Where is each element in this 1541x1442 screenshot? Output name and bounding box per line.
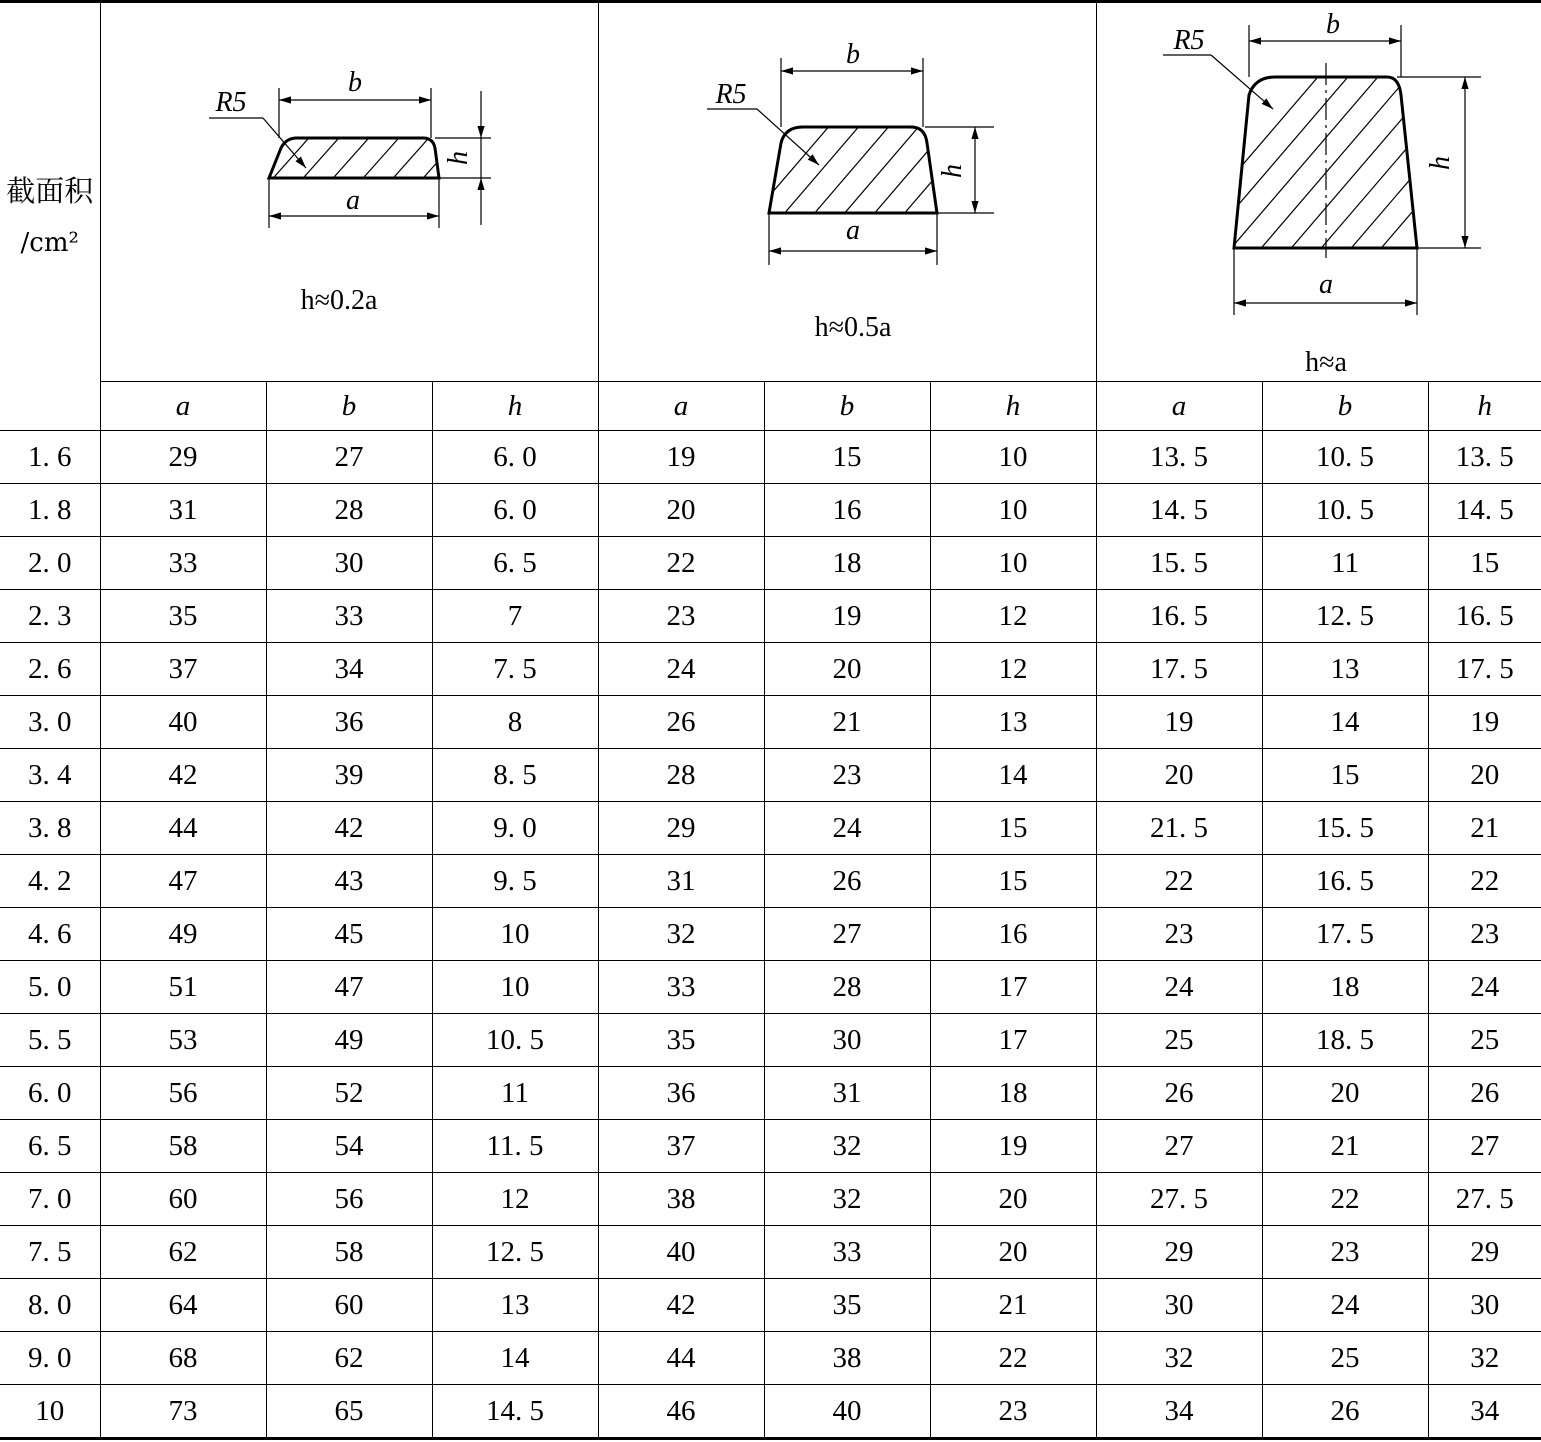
dimension-value-cell: 38 — [598, 1173, 764, 1226]
h-label: h — [1424, 156, 1456, 170]
h-label: h — [442, 151, 474, 165]
dimension-value-cell: 10 — [930, 537, 1096, 590]
dimension-value-cell: 26 — [1262, 1385, 1428, 1439]
area-value-cell: 6. 0 — [0, 1067, 100, 1120]
dimension-value-cell: 36 — [598, 1067, 764, 1120]
table-row — [0, 1385, 1541, 1439]
dimension-value-cell: 20 — [930, 1226, 1096, 1279]
dimension-value-cell: 16. 5 — [1428, 590, 1541, 643]
column-header-row — [0, 382, 1541, 431]
dimension-value-cell: 10. 5 — [1262, 484, 1428, 537]
dimension-value-cell: 24 — [598, 643, 764, 696]
dimension-value-cell: 36 — [266, 696, 432, 749]
dimension-value-cell: 58 — [100, 1120, 266, 1173]
dimension-value-cell: 10 — [930, 431, 1096, 484]
dimension-value-cell: 6. 0 — [432, 431, 598, 484]
dimension-value-cell: 29 — [1428, 1226, 1541, 1279]
dimension-value-cell: 37 — [598, 1120, 764, 1173]
table-row — [0, 1173, 1541, 1226]
dimension-value-cell: 16 — [764, 484, 930, 537]
dimension-value-cell: 26 — [764, 855, 930, 908]
dimension-value-cell: 26 — [598, 696, 764, 749]
table-row — [0, 1332, 1541, 1385]
dimension-value-cell: 19 — [598, 431, 764, 484]
dimension-value-cell: 21. 5 — [1096, 802, 1262, 855]
dimension-value-cell: 62 — [100, 1226, 266, 1279]
dimension-value-cell: 54 — [266, 1120, 432, 1173]
col-h-2: h — [930, 382, 1096, 431]
dimension-value-cell: 51 — [100, 961, 266, 1014]
dimension-value-cell: 47 — [100, 855, 266, 908]
dimension-value-cell: 13. 5 — [1096, 431, 1262, 484]
area-value-cell: 5. 5 — [0, 1014, 100, 1067]
dimension-value-cell: 27 — [266, 431, 432, 484]
dimension-value-cell: 17. 5 — [1428, 643, 1541, 696]
dimension-value-cell: 18 — [764, 537, 930, 590]
dimension-value-cell: 32 — [764, 1120, 930, 1173]
table-row — [0, 696, 1541, 749]
dimension-value-cell: 11 — [1262, 537, 1428, 590]
dimension-value-cell: 25 — [1428, 1014, 1541, 1067]
dimension-value-cell: 32 — [1428, 1332, 1541, 1385]
table-row — [0, 1067, 1541, 1120]
dimension-value-cell: 27. 5 — [1096, 1173, 1262, 1226]
dimension-value-cell: 39 — [266, 749, 432, 802]
dimension-value-cell: 18. 5 — [1262, 1014, 1428, 1067]
dimension-value-cell: 33 — [100, 537, 266, 590]
dimension-value-cell: 37 — [100, 643, 266, 696]
dimension-value-cell: 9. 5 — [432, 855, 598, 908]
profile-diagram-medium — [598, 2, 1096, 382]
col-a-3: a — [1096, 382, 1262, 431]
dimension-value-cell: 12 — [930, 590, 1096, 643]
area-value-cell: 3. 8 — [0, 802, 100, 855]
dimension-value-cell: 30 — [266, 537, 432, 590]
dimension-value-cell: 31 — [598, 855, 764, 908]
dimension-value-cell: 65 — [266, 1385, 432, 1439]
dimension-value-cell: 25 — [1096, 1014, 1262, 1067]
dimension-value-cell: 15 — [764, 431, 930, 484]
table-row — [0, 1014, 1541, 1067]
dimension-value-cell: 58 — [266, 1226, 432, 1279]
area-value-cell: 4. 6 — [0, 908, 100, 961]
dimension-value-cell: 46 — [598, 1385, 764, 1439]
profile-diagram-tall — [1096, 2, 1541, 382]
dimension-value-cell: 40 — [598, 1226, 764, 1279]
dimension-value-cell: 38 — [764, 1332, 930, 1385]
dimension-value-cell: 19 — [1428, 696, 1541, 749]
dimension-value-cell: 56 — [100, 1067, 266, 1120]
dimension-value-cell: 64 — [100, 1279, 266, 1332]
dimension-value-cell: 12 — [930, 643, 1096, 696]
radius-label: R5 — [1172, 25, 1205, 56]
dimension-value-cell: 11 — [432, 1067, 598, 1120]
b-label: b — [845, 39, 860, 70]
dimension-value-cell: 14 — [1262, 696, 1428, 749]
a-label: a — [845, 215, 860, 246]
area-label: 截面积 — [6, 174, 94, 209]
dimension-value-cell: 10 — [432, 961, 598, 1014]
dimension-value-cell: 52 — [266, 1067, 432, 1120]
area-value-cell: 3. 4 — [0, 749, 100, 802]
a-label: a — [345, 185, 360, 216]
ratio-formula: h≈a — [1304, 347, 1347, 378]
flat-trapezoid-drawing — [101, 3, 598, 381]
dimension-value-cell: 28 — [598, 749, 764, 802]
dimension-value-cell: 28 — [764, 961, 930, 1014]
table-row — [0, 537, 1541, 590]
dimension-value-cell: 23 — [1262, 1226, 1428, 1279]
dimension-value-cell: 44 — [598, 1332, 764, 1385]
dimension-value-cell: 17. 5 — [1262, 908, 1428, 961]
dimension-value-cell: 35 — [598, 1014, 764, 1067]
ratio-formula: h≈0.2a — [300, 285, 377, 316]
dimension-value-cell: 21 — [1262, 1120, 1428, 1173]
dimension-value-cell: 31 — [100, 484, 266, 537]
dimension-value-cell: 29 — [598, 802, 764, 855]
dimension-value-cell: 22 — [598, 537, 764, 590]
dimension-value-cell: 26 — [1096, 1067, 1262, 1120]
dimension-value-cell: 15 — [1262, 749, 1428, 802]
area-value-cell: 7. 0 — [0, 1173, 100, 1226]
dimension-value-cell: 49 — [266, 1014, 432, 1067]
dimension-value-cell: 6. 5 — [432, 537, 598, 590]
dimension-value-cell: 16. 5 — [1096, 590, 1262, 643]
dimension-value-cell: 24 — [1262, 1279, 1428, 1332]
dimension-value-cell: 40 — [100, 696, 266, 749]
dimension-value-cell: 20 — [598, 484, 764, 537]
dimension-value-cell: 10. 5 — [1262, 431, 1428, 484]
section-outline — [269, 138, 439, 178]
dimension-value-cell: 16 — [930, 908, 1096, 961]
dimension-value-cell: 33 — [266, 590, 432, 643]
dimension-value-cell: 20 — [1096, 749, 1262, 802]
dimension-value-cell: 49 — [100, 908, 266, 961]
dimension-value-cell: 17 — [930, 1014, 1096, 1067]
table-row — [0, 590, 1541, 643]
dimension-value-cell: 21 — [764, 696, 930, 749]
cross-section-area-header — [0, 2, 100, 431]
table-row — [0, 1120, 1541, 1173]
area-value-cell: 8. 0 — [0, 1279, 100, 1332]
dimension-value-cell: 33 — [764, 1226, 930, 1279]
dimension-value-cell: 18 — [930, 1067, 1096, 1120]
area-value-cell: 2. 6 — [0, 643, 100, 696]
dimension-value-cell: 8. 5 — [432, 749, 598, 802]
hatch-pattern — [1167, 43, 1541, 253]
dimension-value-cell: 34 — [1096, 1385, 1262, 1439]
dimension-value-cell: 19 — [764, 590, 930, 643]
dimension-value-cell: 34 — [1428, 1385, 1541, 1439]
dimension-value-cell: 29 — [1096, 1226, 1262, 1279]
dimension-value-cell: 6. 0 — [432, 484, 598, 537]
col-a-1: a — [100, 382, 266, 431]
dimension-value-cell: 60 — [266, 1279, 432, 1332]
area-value-cell: 7. 5 — [0, 1226, 100, 1279]
dimension-value-cell: 22 — [1428, 855, 1541, 908]
dimension-value-cell: 18 — [1262, 961, 1428, 1014]
dimension-value-cell: 7 — [432, 590, 598, 643]
table-row — [0, 749, 1541, 802]
area-value-cell: 1. 6 — [0, 431, 100, 484]
dimension-value-cell: 8 — [432, 696, 598, 749]
tall-trapezoid-drawing — [1097, 3, 1541, 381]
dimension-value-cell: 42 — [598, 1279, 764, 1332]
dimension-value-cell: 44 — [100, 802, 266, 855]
area-value-cell: 10 — [0, 1385, 100, 1439]
dimension-value-cell: 19 — [1096, 696, 1262, 749]
dimension-value-cell: 10 — [930, 484, 1096, 537]
dimension-value-cell: 13. 5 — [1428, 431, 1541, 484]
dimension-value-cell: 30 — [1096, 1279, 1262, 1332]
dimension-value-cell: 25 — [1262, 1332, 1428, 1385]
dimension-value-cell: 28 — [266, 484, 432, 537]
dimension-value-cell: 43 — [266, 855, 432, 908]
dimension-value-cell: 23 — [1096, 908, 1262, 961]
dimension-value-cell: 62 — [266, 1332, 432, 1385]
dimension-value-cell: 68 — [100, 1332, 266, 1385]
a-label: a — [1318, 269, 1333, 300]
dimension-value-cell: 11. 5 — [432, 1120, 598, 1173]
radius-label: R5 — [214, 87, 247, 118]
dimension-value-cell: 29 — [100, 431, 266, 484]
area-value-cell: 6. 5 — [0, 1120, 100, 1173]
area-value-cell: 4. 2 — [0, 855, 100, 908]
area-value-cell: 3. 0 — [0, 696, 100, 749]
dimension-value-cell: 17. 5 — [1096, 643, 1262, 696]
dimension-value-cell: 30 — [1428, 1279, 1541, 1332]
dimension-value-cell: 56 — [266, 1173, 432, 1226]
col-a-2: a — [598, 382, 764, 431]
dimension-value-cell: 13 — [432, 1279, 598, 1332]
dimension-value-cell: 20 — [1262, 1067, 1428, 1120]
dimension-value-cell: 14 — [432, 1332, 598, 1385]
dimension-value-cell: 73 — [100, 1385, 266, 1439]
area-value-cell: 5. 0 — [0, 961, 100, 1014]
radius-label: R5 — [714, 79, 747, 110]
area-value-cell: 9. 0 — [0, 1332, 100, 1385]
dimension-value-cell: 47 — [266, 961, 432, 1014]
dimension-value-cell: 17 — [930, 961, 1096, 1014]
dimension-value-cell: 14 — [930, 749, 1096, 802]
radius-leader — [263, 118, 306, 168]
dimension-value-cell: 33 — [598, 961, 764, 1014]
table-row — [0, 1279, 1541, 1332]
dimension-value-cell: 14. 5 — [432, 1385, 598, 1439]
dimension-value-cell: 24 — [1428, 961, 1541, 1014]
dimension-value-cell: 19 — [930, 1120, 1096, 1173]
dimension-value-cell: 10 — [432, 908, 598, 961]
dimension-value-cell: 9. 0 — [432, 802, 598, 855]
dimension-value-cell: 42 — [100, 749, 266, 802]
col-h-1: h — [432, 382, 598, 431]
dimension-value-cell: 15. 5 — [1096, 537, 1262, 590]
dimension-value-cell: 15. 5 — [1262, 802, 1428, 855]
dimension-value-cell: 32 — [598, 908, 764, 961]
dimension-value-cell: 27 — [764, 908, 930, 961]
dimension-value-cell: 40 — [764, 1385, 930, 1439]
dimension-value-cell: 12. 5 — [432, 1226, 598, 1279]
table-row — [0, 484, 1541, 537]
col-h-3: h — [1428, 382, 1541, 431]
dimension-value-cell: 42 — [266, 802, 432, 855]
dimension-value-cell: 12 — [432, 1173, 598, 1226]
col-b-2: b — [764, 382, 930, 431]
dimension-value-cell: 15 — [930, 802, 1096, 855]
dimension-value-cell: 45 — [266, 908, 432, 961]
table-row — [0, 908, 1541, 961]
dimension-value-cell: 23 — [1428, 908, 1541, 961]
table-row — [0, 802, 1541, 855]
dimension-value-cell: 21 — [1428, 802, 1541, 855]
dimension-value-cell: 7. 5 — [432, 643, 598, 696]
dimension-value-cell: 22 — [1096, 855, 1262, 908]
diagram-header-row — [0, 2, 1541, 382]
dimension-value-cell: 31 — [764, 1067, 930, 1120]
area-value-cell: 2. 3 — [0, 590, 100, 643]
dimension-value-cell: 32 — [1096, 1332, 1262, 1385]
col-b-3: b — [1262, 382, 1428, 431]
dimension-value-cell: 53 — [100, 1014, 266, 1067]
area-value-cell: 1. 8 — [0, 484, 100, 537]
dimension-value-cell: 20 — [930, 1173, 1096, 1226]
table-row — [0, 855, 1541, 908]
radius-leader — [757, 109, 819, 165]
dimension-value-cell: 20 — [764, 643, 930, 696]
dimension-value-cell: 22 — [930, 1332, 1096, 1385]
dimension-value-cell: 20 — [1428, 749, 1541, 802]
dimension-value-cell: 26 — [1428, 1067, 1541, 1120]
dimension-value-cell: 35 — [100, 590, 266, 643]
dimension-value-cell: 13 — [930, 696, 1096, 749]
table-row — [0, 1226, 1541, 1279]
dimension-value-cell: 24 — [1096, 961, 1262, 1014]
dimension-value-cell: 23 — [930, 1385, 1096, 1439]
dimension-value-cell: 15 — [1428, 537, 1541, 590]
radius-leader — [1211, 55, 1273, 109]
dimension-value-cell: 27 — [1096, 1120, 1262, 1173]
area-unit: /cm² — [20, 228, 79, 259]
dimension-value-cell: 10. 5 — [432, 1014, 598, 1067]
h-label: h — [936, 164, 968, 178]
area-value-cell: 2. 0 — [0, 537, 100, 590]
dimension-value-cell: 32 — [764, 1173, 930, 1226]
dimension-value-cell: 30 — [764, 1014, 930, 1067]
ratio-formula: h≈0.5a — [814, 312, 891, 343]
dimension-value-cell: 14. 5 — [1096, 484, 1262, 537]
dimension-value-cell: 27. 5 — [1428, 1173, 1541, 1226]
table-row — [0, 961, 1541, 1014]
dimension-value-cell: 23 — [764, 749, 930, 802]
dimension-value-cell: 15 — [930, 855, 1096, 908]
dimension-value-cell: 34 — [266, 643, 432, 696]
profile-diagram-flat — [100, 2, 598, 382]
medium-trapezoid-drawing — [599, 3, 1096, 381]
dimension-value-cell: 22 — [1262, 1173, 1428, 1226]
b-label: b — [347, 67, 362, 98]
dimension-value-cell: 21 — [930, 1279, 1096, 1332]
dimension-value-cell: 60 — [100, 1173, 266, 1226]
dimension-value-cell: 27 — [1428, 1120, 1541, 1173]
table-row — [0, 643, 1541, 696]
dimension-value-cell: 14. 5 — [1428, 484, 1541, 537]
dimension-value-cell: 13 — [1262, 643, 1428, 696]
dimension-value-cell: 16. 5 — [1262, 855, 1428, 908]
dimension-value-cell: 23 — [598, 590, 764, 643]
table-row — [0, 431, 1541, 484]
dimension-value-cell: 12. 5 — [1262, 590, 1428, 643]
dimension-value-cell: 24 — [764, 802, 930, 855]
dimension-value-cell: 35 — [764, 1279, 930, 1332]
col-b-1: b — [266, 382, 432, 431]
b-label: b — [1325, 9, 1340, 40]
table-body — [0, 431, 1541, 1439]
